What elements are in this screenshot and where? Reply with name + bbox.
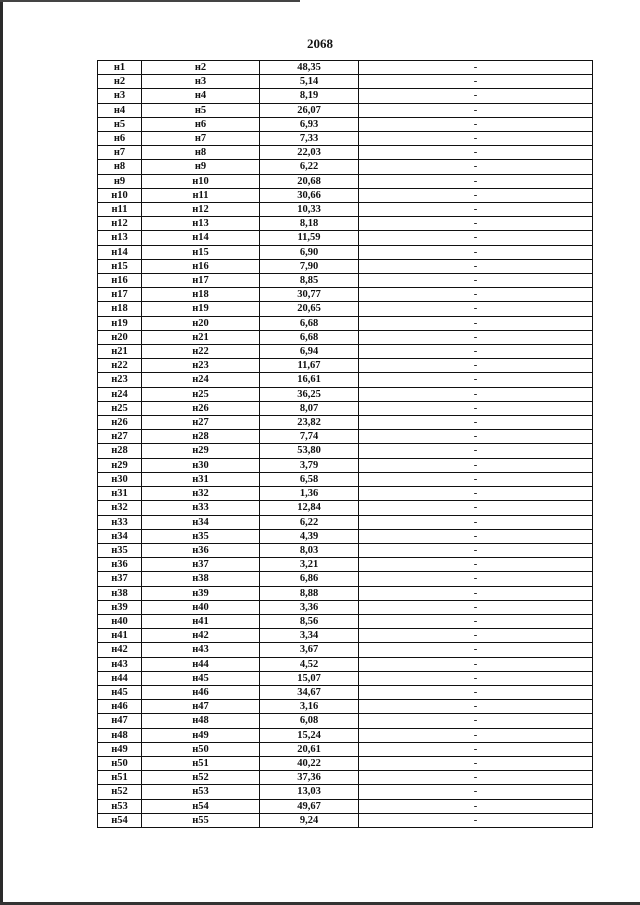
note-cell: - [359,643,593,657]
distance-cell: 49,67 [260,799,359,813]
note-cell: - [359,799,593,813]
note-cell: - [359,188,593,202]
to-point-cell: н50 [142,742,260,756]
from-point-cell: н13 [98,231,142,245]
table-row [98,416,593,430]
table-row [98,756,593,770]
to-point-cell: н7 [142,132,260,146]
table-row [98,813,593,827]
note-cell: - [359,501,593,515]
to-point-cell: н11 [142,188,260,202]
scan-left-edge [0,0,3,905]
distance-cell: 6,86 [260,572,359,586]
table-row [98,302,593,316]
table-row [98,671,593,685]
to-point-cell: н22 [142,345,260,359]
to-point-cell: н35 [142,529,260,543]
to-point-cell: н25 [142,387,260,401]
from-point-cell: н16 [98,274,142,288]
to-point-cell: н53 [142,785,260,799]
note-cell: - [359,685,593,699]
note-cell: - [359,458,593,472]
from-point-cell: н20 [98,330,142,344]
page-number: 2068 [307,36,333,51]
to-point-cell: н30 [142,458,260,472]
note-cell: - [359,259,593,273]
note-cell: - [359,103,593,117]
table-row [98,132,593,146]
table-row [98,771,593,785]
from-point-cell: н51 [98,771,142,785]
from-point-cell: н25 [98,401,142,415]
table-row [98,529,593,543]
from-point-cell: н34 [98,529,142,543]
distance-cell: 11,59 [260,231,359,245]
distance-cell: 8,88 [260,586,359,600]
distance-cell: 3,36 [260,600,359,614]
to-point-cell: н18 [142,288,260,302]
distance-cell: 8,07 [260,401,359,415]
note-cell: - [359,132,593,146]
table-row [98,61,593,75]
table-row [98,117,593,131]
note-cell: - [359,558,593,572]
to-point-cell: н47 [142,700,260,714]
note-cell: - [359,728,593,742]
table-row [98,330,593,344]
from-point-cell: н21 [98,345,142,359]
distance-cell: 22,03 [260,146,359,160]
scan-top-edge [0,0,300,2]
table-row [98,586,593,600]
to-point-cell: н9 [142,160,260,174]
distance-cell: 36,25 [260,387,359,401]
table-row [98,572,593,586]
distance-cell: 15,07 [260,671,359,685]
from-point-cell: н50 [98,756,142,770]
table-body [98,61,593,828]
to-point-cell: н36 [142,543,260,557]
note-cell: - [359,657,593,671]
table-row [98,103,593,117]
from-point-cell: н27 [98,430,142,444]
note-cell: - [359,330,593,344]
to-point-cell: н44 [142,657,260,671]
table-row [98,359,593,373]
distance-cell: 7,74 [260,430,359,444]
from-point-cell: н2 [98,75,142,89]
distance-cell: 16,61 [260,373,359,387]
from-point-cell: н37 [98,572,142,586]
to-point-cell: н14 [142,231,260,245]
table-row [98,217,593,231]
table-row [98,501,593,515]
distance-cell: 8,19 [260,89,359,103]
from-point-cell: н42 [98,643,142,657]
table-row [98,188,593,202]
from-point-cell: н44 [98,671,142,685]
from-point-cell: н24 [98,387,142,401]
distance-cell: 8,03 [260,543,359,557]
to-point-cell: н13 [142,217,260,231]
from-point-cell: н33 [98,515,142,529]
table-row [98,373,593,387]
table-row [98,487,593,501]
note-cell: - [359,146,593,160]
table-row [98,345,593,359]
to-point-cell: н49 [142,728,260,742]
from-point-cell: н14 [98,245,142,259]
note-cell: - [359,174,593,188]
note-cell: - [359,756,593,770]
from-point-cell: н39 [98,600,142,614]
to-point-cell: н38 [142,572,260,586]
note-cell: - [359,416,593,430]
table-row [98,75,593,89]
to-point-cell: н5 [142,103,260,117]
from-point-cell: н53 [98,799,142,813]
to-point-cell: н16 [142,259,260,273]
distance-cell: 12,84 [260,501,359,515]
distance-cell: 15,24 [260,728,359,742]
to-point-cell: н26 [142,401,260,415]
note-cell: - [359,600,593,614]
from-point-cell: н9 [98,174,142,188]
note-cell: - [359,75,593,89]
note-cell: - [359,345,593,359]
note-cell: - [359,614,593,628]
note-cell: - [359,700,593,714]
from-point-cell: н52 [98,785,142,799]
to-point-cell: н52 [142,771,260,785]
note-cell: - [359,316,593,330]
table-row [98,558,593,572]
from-point-cell: н22 [98,359,142,373]
to-point-cell: н34 [142,515,260,529]
note-cell: - [359,529,593,543]
note-cell: - [359,472,593,486]
note-cell: - [359,771,593,785]
table-row [98,600,593,614]
to-point-cell: н29 [142,444,260,458]
note-cell: - [359,586,593,600]
distance-cell: 20,68 [260,174,359,188]
from-point-cell: н12 [98,217,142,231]
table-row [98,174,593,188]
distance-cell: 3,21 [260,558,359,572]
to-point-cell: н12 [142,203,260,217]
distance-cell: 23,82 [260,416,359,430]
note-cell: - [359,572,593,586]
to-point-cell: н37 [142,558,260,572]
to-point-cell: н19 [142,302,260,316]
note-cell: - [359,515,593,529]
note-cell: - [359,117,593,131]
table-row [98,259,593,273]
table-row [98,146,593,160]
distance-cell: 26,07 [260,103,359,117]
from-point-cell: н38 [98,586,142,600]
distance-cell: 8,85 [260,274,359,288]
to-point-cell: н27 [142,416,260,430]
table-row [98,515,593,529]
table-row [98,472,593,486]
distance-cell: 4,39 [260,529,359,543]
table-row [98,799,593,813]
distance-cell: 8,56 [260,614,359,628]
distance-cell: 13,03 [260,785,359,799]
table-row [98,89,593,103]
to-point-cell: н2 [142,61,260,75]
note-cell: - [359,813,593,827]
table-row [98,458,593,472]
to-point-cell: н41 [142,614,260,628]
distance-cell: 5,14 [260,75,359,89]
table-row [98,657,593,671]
to-point-cell: н45 [142,671,260,685]
to-point-cell: н3 [142,75,260,89]
to-point-cell: н54 [142,799,260,813]
to-point-cell: н10 [142,174,260,188]
to-point-cell: н20 [142,316,260,330]
table-row [98,430,593,444]
table-row [98,387,593,401]
table-row [98,643,593,657]
to-point-cell: н6 [142,117,260,131]
distance-cell: 48,35 [260,61,359,75]
from-point-cell: н30 [98,472,142,486]
distance-cell: 53,80 [260,444,359,458]
to-point-cell: н4 [142,89,260,103]
to-point-cell: н42 [142,629,260,643]
distance-cell: 30,66 [260,188,359,202]
from-point-cell: н11 [98,203,142,217]
table-row [98,316,593,330]
to-point-cell: н46 [142,685,260,699]
from-point-cell: н23 [98,373,142,387]
note-cell: - [359,245,593,259]
distance-cell: 7,33 [260,132,359,146]
table-row [98,685,593,699]
note-cell: - [359,430,593,444]
table-row [98,728,593,742]
distance-cell: 3,34 [260,629,359,643]
to-point-cell: н17 [142,274,260,288]
table-row [98,714,593,728]
to-point-cell: н21 [142,330,260,344]
from-point-cell: н4 [98,103,142,117]
table-row [98,742,593,756]
from-point-cell: н29 [98,458,142,472]
table-row [98,614,593,628]
to-point-cell: н31 [142,472,260,486]
table-row [98,288,593,302]
from-point-cell: н48 [98,728,142,742]
from-point-cell: н7 [98,146,142,160]
table-row [98,629,593,643]
note-cell: - [359,217,593,231]
from-point-cell: н43 [98,657,142,671]
distance-cell: 1,36 [260,487,359,501]
to-point-cell: н33 [142,501,260,515]
note-cell: - [359,714,593,728]
table-row [98,785,593,799]
from-point-cell: н26 [98,416,142,430]
from-point-cell: н54 [98,813,142,827]
from-point-cell: н49 [98,742,142,756]
distance-cell: 7,90 [260,259,359,273]
table-row [98,231,593,245]
distance-cell: 6,58 [260,472,359,486]
table-row [98,203,593,217]
distance-cell: 20,65 [260,302,359,316]
from-point-cell: н10 [98,188,142,202]
distance-cell: 3,79 [260,458,359,472]
table-row [98,401,593,415]
note-cell: - [359,543,593,557]
table-row [98,160,593,174]
note-cell: - [359,231,593,245]
distance-cell: 37,36 [260,771,359,785]
from-point-cell: н5 [98,117,142,131]
from-point-cell: н19 [98,316,142,330]
distance-cell: 34,67 [260,685,359,699]
note-cell: - [359,401,593,415]
distance-cell: 6,93 [260,117,359,131]
distance-cell: 8,18 [260,217,359,231]
distance-cell: 6,22 [260,515,359,529]
note-cell: - [359,61,593,75]
distance-cell: 30,77 [260,288,359,302]
table-row [98,245,593,259]
note-cell: - [359,359,593,373]
note-cell: - [359,387,593,401]
distance-cell: 9,24 [260,813,359,827]
from-point-cell: н18 [98,302,142,316]
distance-cell: 40,22 [260,756,359,770]
distance-cell: 4,52 [260,657,359,671]
table-row [98,274,593,288]
to-point-cell: н8 [142,146,260,160]
note-cell: - [359,629,593,643]
distance-cell: 6,22 [260,160,359,174]
to-point-cell: н23 [142,359,260,373]
note-cell: - [359,487,593,501]
distance-cell: 3,16 [260,700,359,714]
note-cell: - [359,785,593,799]
from-point-cell: н46 [98,700,142,714]
from-point-cell: н32 [98,501,142,515]
boundary-segments-table [97,60,593,828]
note-cell: - [359,274,593,288]
note-cell: - [359,444,593,458]
distance-cell: 6,90 [260,245,359,259]
from-point-cell: н31 [98,487,142,501]
from-point-cell: н35 [98,543,142,557]
note-cell: - [359,742,593,756]
distance-cell: 11,67 [260,359,359,373]
from-point-cell: н45 [98,685,142,699]
distance-cell: 20,61 [260,742,359,756]
from-point-cell: н17 [98,288,142,302]
to-point-cell: н40 [142,600,260,614]
to-point-cell: н39 [142,586,260,600]
from-point-cell: н40 [98,614,142,628]
note-cell: - [359,203,593,217]
note-cell: - [359,302,593,316]
distance-cell: 6,68 [260,316,359,330]
from-point-cell: н41 [98,629,142,643]
note-cell: - [359,671,593,685]
distance-cell: 3,67 [260,643,359,657]
note-cell: - [359,373,593,387]
note-cell: - [359,288,593,302]
distance-cell: 6,94 [260,345,359,359]
from-point-cell: н1 [98,61,142,75]
table-row [98,543,593,557]
distance-cell: 10,33 [260,203,359,217]
table-row [98,700,593,714]
from-point-cell: н8 [98,160,142,174]
to-point-cell: н28 [142,430,260,444]
from-point-cell: н28 [98,444,142,458]
from-point-cell: н3 [98,89,142,103]
note-cell: - [359,89,593,103]
to-point-cell: н15 [142,245,260,259]
from-point-cell: н36 [98,558,142,572]
to-point-cell: н43 [142,643,260,657]
note-cell: - [359,160,593,174]
from-point-cell: н15 [98,259,142,273]
to-point-cell: н48 [142,714,260,728]
to-point-cell: н24 [142,373,260,387]
from-point-cell: н47 [98,714,142,728]
table-row [98,444,593,458]
to-point-cell: н51 [142,756,260,770]
from-point-cell: н6 [98,132,142,146]
to-point-cell: н32 [142,487,260,501]
distance-cell: 6,68 [260,330,359,344]
distance-cell: 6,08 [260,714,359,728]
to-point-cell: н55 [142,813,260,827]
